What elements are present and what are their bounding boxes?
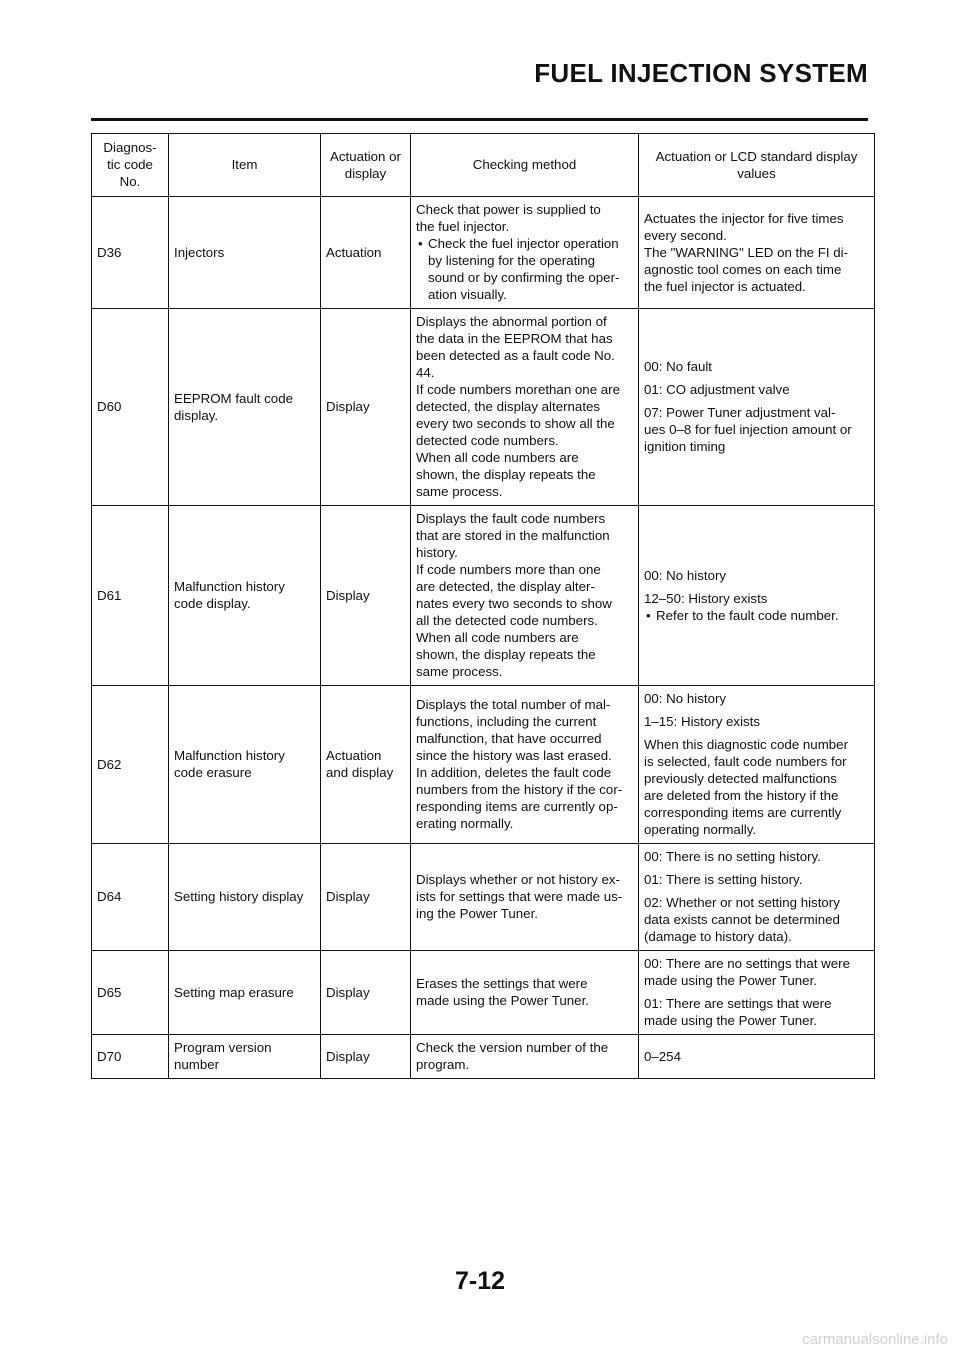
checking-method-cell <box>411 951 639 1035</box>
cell-paragraph: 00: No history <box>644 567 727 583</box>
actuation-cell: Display <box>321 951 411 1035</box>
checking-method-cell <box>411 197 639 309</box>
checking-method-cell <box>411 1035 639 1079</box>
diagnostic-code-cell: D64 <box>92 844 169 951</box>
table-header-row <box>92 134 875 197</box>
cell-paragraph: 07: Power Tuner adjustment val- ues 0–8 for fuel injection amount or ignition timing <box>644 405 852 454</box>
standard-values-cell <box>639 1035 875 1079</box>
standard-values-cell <box>639 309 875 506</box>
diagnostic-code-cell: D65 <box>92 951 169 1035</box>
cell-paragraph: Erases the settings that were made using the Power Tuner. <box>416 976 589 1008</box>
actuation-cell: Display <box>321 309 411 506</box>
standard-values-cell <box>639 197 875 309</box>
table-row <box>92 1035 875 1079</box>
column-header: Item <box>169 134 321 197</box>
cell-bullet-item: • Check the fuel injector operation by listening for the operating sound or by confirming the oper- ation visually. <box>416 235 633 303</box>
cell-paragraph: Displays the total number of mal- functions, including the current malfunction, that have occurred since the history was last erased. In addition, deletes the fault code numbers from the history if the cor- responding items are currently op- erating normally. <box>416 697 623 831</box>
diagnostic-code-table <box>91 133 875 1079</box>
diagnostic-code-cell: D36 <box>92 197 169 309</box>
table-row <box>92 197 875 309</box>
actuation-cell: Display <box>321 506 411 686</box>
cell-paragraph: 12–50: History exists <box>644 590 768 606</box>
cell-paragraph: Displays the abnormal portion of the data in the EEPROM that has been detected as a fault code No. 44. If code numbers morethan one are detected, the display alternates every two seconds to show all the detected code numbers. When all code numbers are shown, the display repeats the same process. <box>416 314 621 499</box>
standard-values-cell <box>639 686 875 844</box>
item-cell: Malfunction history code display. <box>169 506 321 686</box>
diagnostic-code-cell: D70 <box>92 1035 169 1079</box>
item-cell: Malfunction history code erasure <box>169 686 321 844</box>
cell-paragraph: 00: There are no settings that were made using the Power Tuner. <box>644 956 850 988</box>
cell-paragraph: 01: There are settings that were made using the Power Tuner. <box>644 996 832 1028</box>
cell-paragraph: Actuates the injector for five times every second. The "WARNING" LED on the FI di- agnostic tool comes on each time the fuel injector is actuated. <box>644 210 849 294</box>
standard-values-cell <box>639 506 875 686</box>
cell-paragraph: 0–254 <box>644 1048 681 1064</box>
column-header: Actuation or LCD standard display values <box>639 134 875 197</box>
actuation-cell: Actuation and display <box>321 686 411 844</box>
page-title: FUEL INJECTION SYSTEM <box>534 58 868 88</box>
cell-paragraph: 01: CO adjustment valve <box>644 382 790 397</box>
cell-paragraph: When this diagnostic code number is selected, fault code numbers for previously detected malfunctions are deleted from the history if the corresponding items are currently operating normally. <box>644 737 848 837</box>
cell-paragraph: 00: No history <box>644 691 727 706</box>
cell-paragraph: Displays whether or not history ex- ists for settings that were made us- ing the Power Tuner. <box>416 872 623 921</box>
page-number: 7-12 <box>454 1267 506 1295</box>
diagnostic-code-cell: D60 <box>92 309 169 506</box>
cell-paragraph: Check the version number of the program. <box>416 1040 609 1072</box>
cell-paragraph: 00: There is no setting history. <box>644 849 821 864</box>
cell-paragraph: 01: There is setting history. <box>644 872 803 887</box>
column-header: Checking method <box>411 134 639 197</box>
standard-values-cell <box>639 844 875 951</box>
table-row <box>92 844 875 951</box>
checking-method-cell <box>411 506 639 686</box>
item-cell: Injectors <box>169 197 321 309</box>
column-header: Actuation or display <box>321 134 411 197</box>
cell-paragraph: Displays the fault code numbers that are stored in the malfunction history. If code numbers more than one are detected, the display alter- nates every two seconds to show all the detected code numbers. When all code numbers are shown, the display repeats the same process. <box>416 511 612 679</box>
actuation-cell: Actuation <box>321 197 411 309</box>
actuation-cell: Display <box>321 844 411 951</box>
checking-method-cell <box>411 309 639 506</box>
table-row <box>92 686 875 844</box>
watermark: carmanualsonline.info <box>802 1331 948 1348</box>
standard-values-cell <box>639 951 875 1035</box>
item-cell: EEPROM fault code display. <box>169 309 321 506</box>
diagnostic-code-cell: D62 <box>92 686 169 844</box>
table-row <box>92 951 875 1035</box>
diagnostic-code-cell: D61 <box>92 506 169 686</box>
cell-paragraph: 02: Whether or not setting history data exists cannot be determined (damage to history data). <box>644 895 840 944</box>
table-row <box>92 506 875 686</box>
cell-paragraph: 1–15: History exists <box>644 714 761 729</box>
actuation-cell: Display <box>321 1035 411 1079</box>
checking-method-cell <box>411 686 639 844</box>
item-cell: Setting history display <box>169 844 321 951</box>
item-cell: Program version number <box>169 1035 321 1079</box>
cell-paragraph: 00: No fault <box>644 359 713 374</box>
table-row <box>92 309 875 506</box>
header-rule <box>91 118 868 121</box>
cell-bullet-item: • Refer to the fault code number. <box>644 607 869 624</box>
item-cell: Setting map erasure <box>169 951 321 1035</box>
cell-paragraph: Check that power is supplied to the fuel injector. <box>416 202 601 234</box>
checking-method-cell <box>411 844 639 951</box>
column-header: Diagnos- tic code No. <box>92 134 169 197</box>
